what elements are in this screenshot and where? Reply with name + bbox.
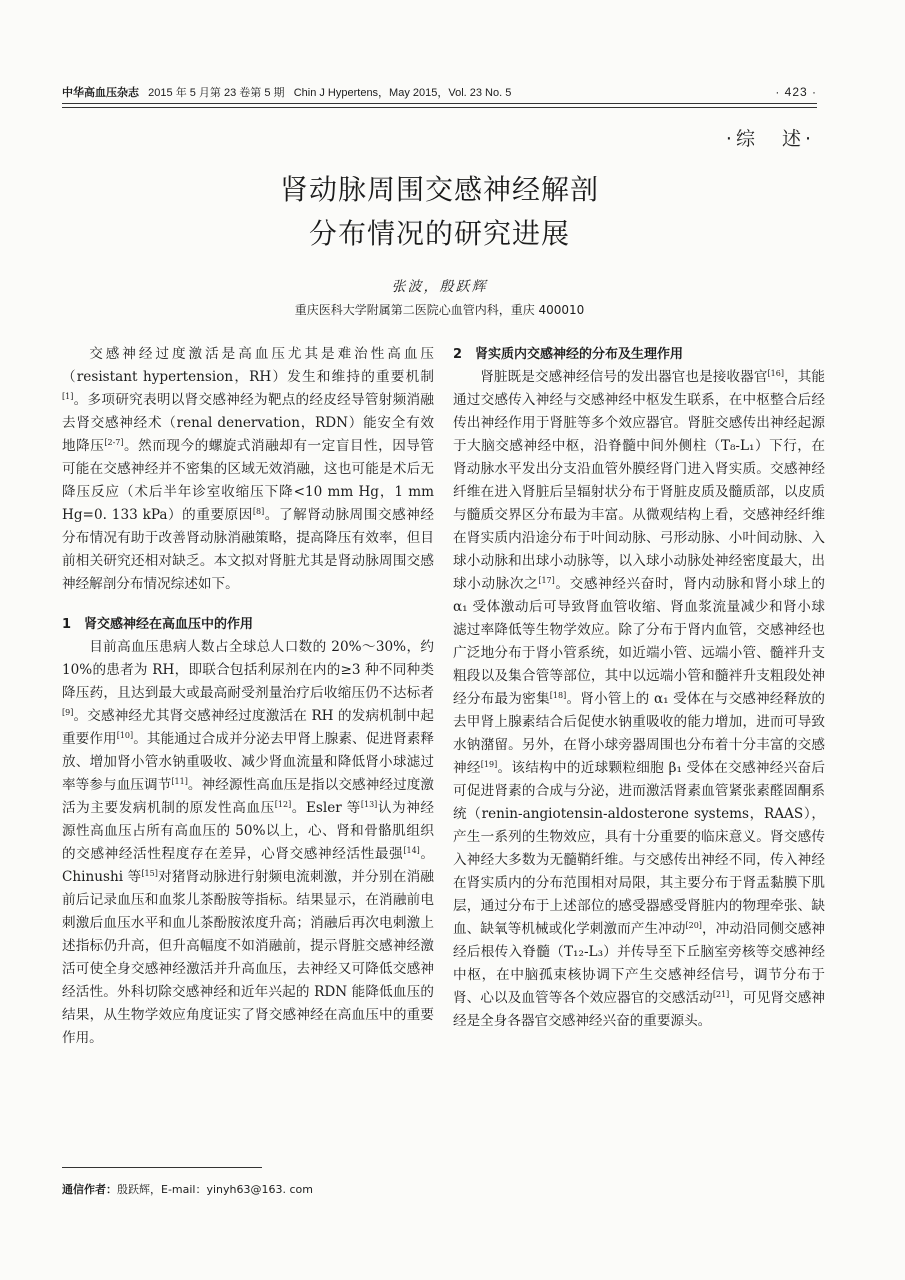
page-number: · 423 · (775, 85, 817, 99)
citation-ref: [1] (62, 392, 74, 401)
authors: 张波，殷跃辉 (391, 279, 488, 295)
left-column (62, 343, 434, 1050)
affiliation: 重庆医科大学附属第二医院心血管内科，重庆 400010 (294, 303, 585, 317)
citation-ref: [21] (712, 990, 730, 999)
text-run: 。交感神经尤其肾交感神经过度激活在 RH 的发病机制中起重要作用 (62, 708, 434, 747)
citation-ref: [11] (171, 777, 188, 786)
citation-ref: [14] (403, 846, 420, 855)
text-run: 。Esler 等 (291, 800, 361, 816)
text-run: 。该结构中的近球颗粒细胞 β₁ 受体在交感神经兴奋后可促进肾素的合成与分泌，进而激活肾素血管紧张素醛固酮系统（renin-angiotensin-aldosterone systems，RAAS），产生一系列的生物效应，具有十分重要的临床意义。肾交感传入神经大多数为无髓鞘纤维。与交感传出神经不同，传入神经在肾实质内的分布范围相对局限，其主要分布于肾盂黏膜下肌层，通过分布于上述部位的感受器感受肾脏内的物理牵张、缺血、缺氧等机械或化学刺激而产生冲动 (453, 760, 826, 937)
header-issue-en: Chin J Hypertens，May 2015，Vol. 23 No. 5 (293, 87, 512, 99)
citation-ref: [13] (360, 800, 378, 809)
citation-ref: [20] (685, 921, 702, 930)
section-2-paragraph (453, 366, 825, 1033)
citation-ref: [18] (549, 691, 567, 700)
header-journal-info (62, 84, 511, 100)
intro-paragraph (62, 343, 434, 596)
text-run: ，其能通过交感传入神经与交感神经中枢发生联系，在中枢整合后经传出神经作用于肾脏等多个效应器官。肾脏交感传出神经起源于大脑交感神经中枢，沿脊髓中间外侧柱（T₈-L₁）下行，在肾动脉水平发出分支沿血管外膜经肾门进入肾实质。交感神经纤维在进入肾脏后呈辐射状分布于肾脏皮质及髓质部，以皮质与髓质交界区分布最为丰富。从微观结构上看，交感神经纤维在肾实质内沿途分布于叶间动脉、弓形动脉、小叶间动脉、入球小动脉和出球小动脉等，以入球小动脉处神经密度最大，出球小动脉次之 (453, 369, 826, 592)
text-run: 肾脏既是交感神经信号的发出器官也是接收器官 (480, 369, 768, 385)
header-rule-top (62, 103, 817, 104)
corresponding-author-note (62, 1181, 313, 1197)
section-2-heading: 2 肾实质内交感神经的分布及生理作用 (453, 347, 684, 362)
text-run: 。神经源性高血压是指以交感神经过度激活为主要发病机制的原发性高血压 (62, 777, 435, 816)
text-run: 。Chinushi 等 (62, 846, 435, 885)
text-run: 。肾小管上的 α₁ 受体在与交感神经释放的去甲肾上腺素结合后促使水钠重吸收的能力增加，进而可导致水钠潴留。另外，在肾小球旁器周围也分布着十分丰富的交感神经 (453, 691, 826, 776)
header-journal-name: 中华高血压杂志 (62, 87, 139, 99)
citation-ref: [8] (252, 507, 265, 516)
citation-ref: [12] (274, 800, 292, 809)
citation-ref: [17] (538, 576, 555, 585)
footnote-label: 通信作者： (62, 1183, 117, 1196)
text-run: 。然而现今的螺旋式消融却有一定盲目性，因导管可能在交感神经并不密集的区域无效消融，这也可能是术后无降压反应（术后半年诊室收缩压下降<10 mm Hg，1 mm Hg=0. 133 kPa）的重要原因 (62, 438, 435, 523)
article-title-line-1: 肾动脉周围交感神经解剖 (279, 173, 599, 206)
text-run: ，冲动沿同侧交感神经后根传入脊髓（T₁₂-L₃）并传导至下丘脑室旁核等交感神经中枢，在中脑孤束核协调下产生交感神经信号，调节分布于肾、心以及血管等各个效应器官的交感活动 (453, 921, 826, 1006)
text-run: 目前高血压患病人数占全球总人口数的 20%～30%，约 10%的患者为 RH，即联合包括利尿剂在内的≥3 种不同种类降压药，且达到最大或最高耐受剂量治疗后收缩压仍不达标者 (62, 639, 434, 701)
text-run: 对猪肾动脉进行射频电流刺激，并分别在消融前后记录血压和血浆儿茶酚胺等指标。结果显示，在消融前电刺激后血压水平和血儿茶酚胺浓度升高；消融后再次电刺激上述指标仍升高，但升高幅度不如消融前，提示肾脏交感神经激活可使全身交感神经激活并升高血压，去神经又可降低交感神经活性。外科切除交感神经和近年兴起的 RDN 能降低血压的结果，从生物学效应角度证实了肾交感神经在高血压中的重要作用。 (62, 869, 434, 1046)
section-1-heading: 1 肾交感神经在高血压中的作用 (62, 617, 254, 632)
section-1-paragraph (62, 636, 434, 1050)
text-run: 。其能通过合成并分泌去甲肾上腺素、促进肾素释放、增加肾小管水钠重吸收、减少肾血流量和降低肾小球滤过率等参与血压调节 (62, 731, 435, 793)
text-run: 。了解肾动脉周围交感神经分布情况有助于改善肾动脉消融策略，提高降压有效率，但目前相关研究还相对缺乏。本文拟对肾脏尤其是肾动脉周围交感神经解剖分布情况综述如下。 (62, 507, 434, 592)
citation-ref: [16] (767, 369, 784, 378)
text-run: 。交感神经兴奋时，肾内动脉和肾小球上的 α₁ 受体激动后可导致肾血管收缩、肾血浆流量减少和肾小球滤过率降低等生物学效应。除了分布于肾内血管，交感神经也广泛地分布于肾小管系统，如近端小管、远端小管、髓袢升支粗段以及集合管等部位，其中以远端小管和髓袢升支粗段处神经分布最为密集 (453, 576, 826, 707)
citation-ref: [19] (480, 760, 498, 769)
text-run: 交感神经过度激活是高血压尤其是难治性高血压（resistant hypertension，RH）发生和维持的重要机制 (62, 346, 434, 385)
citation-ref: [10] (116, 731, 134, 740)
header-rule-bottom (62, 107, 817, 108)
text-run: ，可见肾交感神经是全身各器官交感神经兴奋的重要源头。 (453, 990, 826, 1029)
running-header (62, 82, 817, 102)
header-issue-cn: 2015 年 5 月第 23 卷第 5 期 (148, 87, 285, 99)
footnote-rule (62, 1167, 262, 1168)
right-column (453, 343, 825, 1033)
text-run: 。多项研究表明以肾交感神经为靶点的经皮经导管射频消融去肾交感神经术（renal denervation，RDN）能安全有效地降压 (62, 392, 434, 454)
citation-ref: [2-7] (104, 438, 124, 447)
section-tag: ·综 述· (725, 128, 815, 150)
citation-ref: [15] (141, 869, 158, 878)
text-run: 认为神经源性高血压占所有高血压的 50%以上，心、肾和骨骼肌组织的交感神经活性程度存在差异，心肾交感神经活性最强 (62, 800, 435, 862)
citation-ref: [9] (62, 708, 74, 717)
article-title-line-2: 分布情况的研究进展 (308, 217, 570, 250)
footnote-text: 殷跃辉，E-mail：yinyh63@163. com (117, 1183, 313, 1196)
